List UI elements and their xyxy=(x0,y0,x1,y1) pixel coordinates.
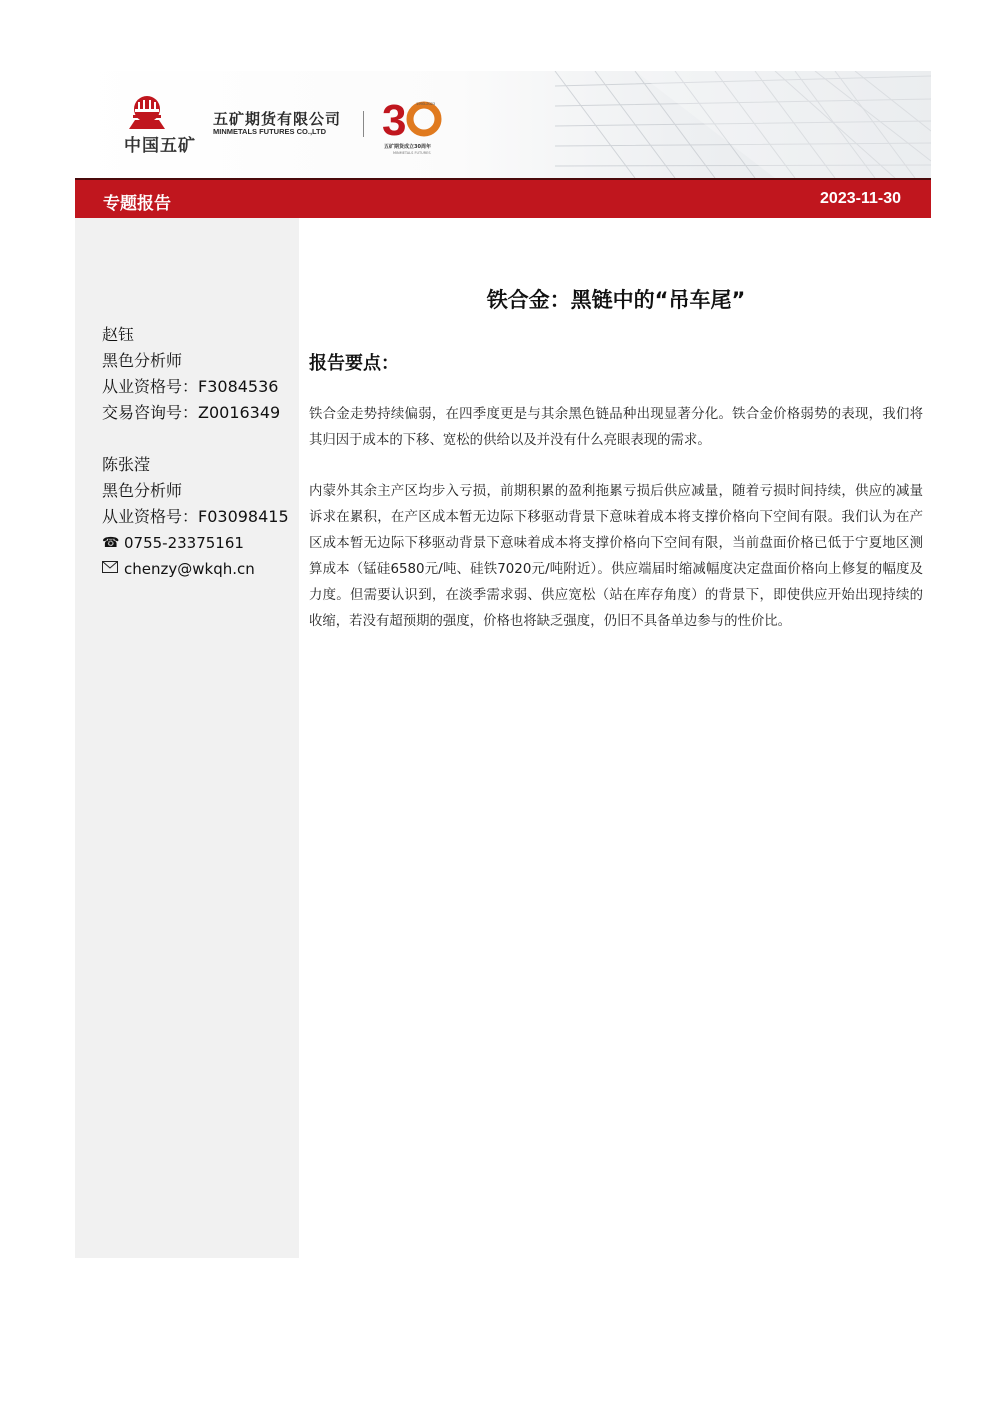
report-type: 专题报告 xyxy=(103,194,171,214)
anniversary-subtext: MINMETALS FUTURES xyxy=(393,151,431,155)
envelope-icon xyxy=(102,556,124,582)
analyst-title: 黑色分析师 xyxy=(102,481,183,500)
company-name-en: MINMETALS FUTURES CO.,LTD xyxy=(213,127,327,136)
analyst-email[interactable]: chenzy@wkqh.cn xyxy=(124,560,255,578)
analyst-license: 从业资格号：F03098415 xyxy=(102,507,289,526)
analyst-title: 黑色分析师 xyxy=(102,351,183,370)
building-background xyxy=(75,71,931,178)
analyst-license: 从业资格号：F3084536 xyxy=(102,377,279,396)
phone-icon: ☎ xyxy=(102,535,120,551)
analyst-block xyxy=(102,452,289,582)
analyst-phone-row xyxy=(102,530,289,556)
anniversary-years: 1993-2023 xyxy=(416,101,436,106)
china-minmetals-text: 中国五矿 xyxy=(124,136,196,156)
analyst-name: 赵钰 xyxy=(102,325,135,344)
analyst-consult-number: 交易咨询号：Z0016349 xyxy=(102,403,281,422)
analyst-sidebar xyxy=(75,218,299,1258)
company-name-cn: 五矿期货有限公司 xyxy=(213,110,342,128)
anniversary-text: 五矿期货成立30周年 xyxy=(384,144,431,150)
key-points-heading: 报告要点： xyxy=(309,353,399,374)
summary-paragraph: 铁合金走势持续偏弱，在四季度更是与其余黑色链品种出现显著分化。铁合金价格弱势的表现，我们将其归因于成本的下移、宽松的供给以及并没有什么亮眼表现的需求。 xyxy=(309,407,923,448)
summary-paragraph: 内蒙外其余主产区均步入亏损，前期积累的盈利拖累亏损后供应减量，随着亏损时间持续，供应的减量诉求在累积，在产区成本暂无边际下移驱动背景下意味着成本将支撑价格向下空间有限。我们认为在产区成本暂无边际下移驱动背景下意味着成本将支撑价格向下空间有限，当前盘面价格已低于宁夏地区测算成本（锰硅6580元/吨、硅铁7020元/吨附近）。供应端届时缩减幅度决定盘面价格向上修复的幅度及力度。但需要认识到，在淡季需求弱、供应宽松（站在库存角度）的背景下，即使供应开始出现持续的收缩，若没有超预期的强度，价格也将缺乏强度，仍旧不具备单边参与的性价比。 xyxy=(309,484,923,629)
analyst-block xyxy=(102,322,280,426)
header-banner xyxy=(75,71,931,178)
document-title: 铁合金：黑链中的“吊车尾” xyxy=(486,288,746,312)
report-date: 2023-11-30 xyxy=(820,190,901,207)
header-divider xyxy=(363,111,364,137)
report-bar xyxy=(75,178,931,218)
svg-text:3: 3 xyxy=(382,96,407,145)
analyst-name: 陈张滢 xyxy=(102,455,151,474)
analyst-email-row xyxy=(102,556,289,582)
analyst-phone: 0755-23375161 xyxy=(124,534,244,552)
